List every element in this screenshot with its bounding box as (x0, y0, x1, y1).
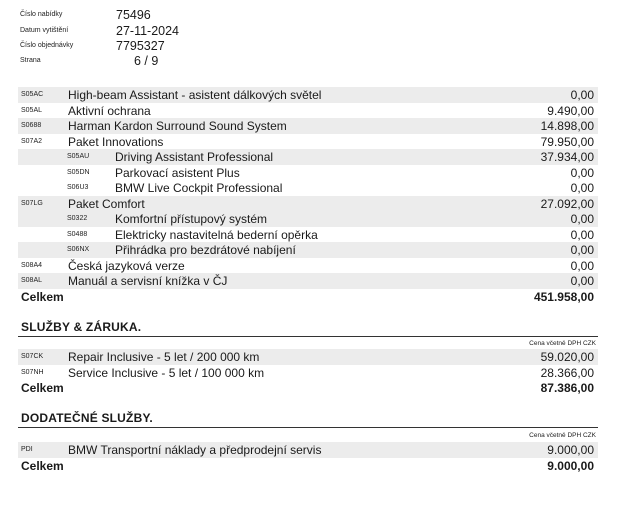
extra-divider (18, 427, 598, 428)
item-price: 0,00 (570, 88, 594, 102)
item-code: S06NX (67, 246, 90, 253)
item-description: Paket Innovations (68, 134, 164, 149)
item-row (18, 242, 598, 258)
item-price: 14.898,00 (540, 119, 594, 133)
extra-code: PDI (21, 446, 33, 453)
extra-description: BMW Transportní náklady a předprodejní servis (68, 443, 322, 457)
item-row (18, 87, 598, 103)
item-row (18, 103, 598, 119)
item-code: S07LG (21, 199, 43, 207)
page-number-label: Strana (20, 57, 41, 64)
extra-total-value: 9.000,00 (547, 458, 594, 473)
item-price: 9.490,00 (547, 103, 594, 118)
services-total-row (18, 380, 598, 396)
offer-number-value: 75496 (116, 8, 151, 22)
service-description: Service Inclusive - 5 let / 100 000 km (68, 365, 265, 380)
offer-number-label: Číslo nabídky (20, 11, 63, 18)
item-row (18, 180, 598, 196)
page-number-value: 6 / 9 (134, 54, 159, 68)
item-row (18, 118, 598, 134)
items-total-row (18, 289, 598, 305)
item-code: S0488 (67, 230, 88, 238)
services-total-label: Celkem (21, 381, 64, 395)
item-price: 0,00 (570, 227, 594, 242)
item-price: 0,00 (570, 165, 594, 180)
extra-row (18, 442, 598, 458)
item-price: 0,00 (570, 274, 594, 288)
item-price: 0,00 (570, 212, 594, 226)
item-description: Paket Comfort (68, 196, 145, 211)
service-price: 28.366,00 (540, 365, 594, 380)
print-date-label: Datum vytištění (20, 27, 69, 34)
items-total-value: 451.958,00 (533, 289, 594, 304)
item-description: Přihrádka pro bezdrátové nabíjení (115, 243, 296, 257)
item-code: S08A4 (21, 261, 43, 269)
item-code: S0688 (21, 122, 42, 129)
service-row (18, 365, 598, 381)
item-code: S08AL (21, 277, 43, 284)
item-row (18, 258, 598, 274)
item-row (18, 134, 598, 150)
services-total-value: 87.386,00 (540, 381, 594, 395)
item-price: 0,00 (570, 243, 594, 257)
service-description: Repair Inclusive - 5 let / 200 000 km (68, 350, 260, 364)
item-description: Parkovací asistent Plus (115, 165, 240, 180)
item-code: S05AC (21, 91, 44, 98)
item-description: Driving Assistant Professional (115, 150, 274, 164)
extra-total-row (18, 458, 598, 474)
service-code: S07CK (21, 353, 44, 360)
item-row (18, 165, 598, 181)
item-description: Komfortní přístupový systém (115, 212, 268, 226)
item-description: Manuál a servisní knížka v ČJ (68, 274, 228, 288)
item-code: S07A2 (21, 137, 43, 145)
item-row (18, 196, 598, 212)
item-price: 0,00 (570, 258, 594, 273)
item-description: BMW Live Cockpit Professional (115, 181, 283, 195)
order-number-label: Číslo objednávky (20, 42, 74, 49)
item-code: S06U3 (67, 184, 89, 191)
item-description: Aktivní ochrana (68, 103, 151, 118)
services-column-header: Cena včetně DPH CZK (529, 340, 596, 347)
item-price: 27.092,00 (540, 196, 594, 211)
order-number-value: 7795327 (116, 39, 165, 53)
item-row (18, 273, 598, 289)
extra-price: 9.000,00 (547, 443, 594, 457)
item-code: S05AU (67, 153, 90, 160)
item-code: S05DN (67, 168, 90, 176)
item-description: Česká jazyková verze (68, 258, 185, 273)
service-code: S07NH (21, 368, 44, 376)
extra-total-label: Celkem (21, 458, 64, 473)
print-date-value: 27-11-2024 (116, 24, 180, 38)
item-row (18, 149, 598, 165)
item-price: 37.934,00 (540, 150, 594, 164)
services-divider (18, 336, 598, 337)
item-description: Elektricky nastavitelná bederní opěrka (115, 227, 318, 242)
item-code: S0322 (67, 215, 88, 222)
item-price: 79.950,00 (540, 134, 594, 149)
extra-section-title: DODATEČNÉ SLUŽBY. (21, 411, 153, 425)
item-row (18, 211, 598, 227)
services-section-title: SLUŽBY & ZÁRUKA. (21, 320, 142, 334)
items-total-label: Celkem (21, 289, 64, 304)
item-price: 0,00 (570, 181, 594, 195)
item-description: High-beam Assistant - asistent dálkových světel (68, 88, 322, 102)
extra-column-header: Cena včetně DPH CZK (529, 432, 596, 439)
item-row (18, 227, 598, 243)
item-code: S05AL (21, 106, 43, 114)
service-price: 59.020,00 (540, 350, 594, 364)
service-row (18, 349, 598, 365)
item-description: Harman Kardon Surround Sound System (68, 119, 287, 133)
